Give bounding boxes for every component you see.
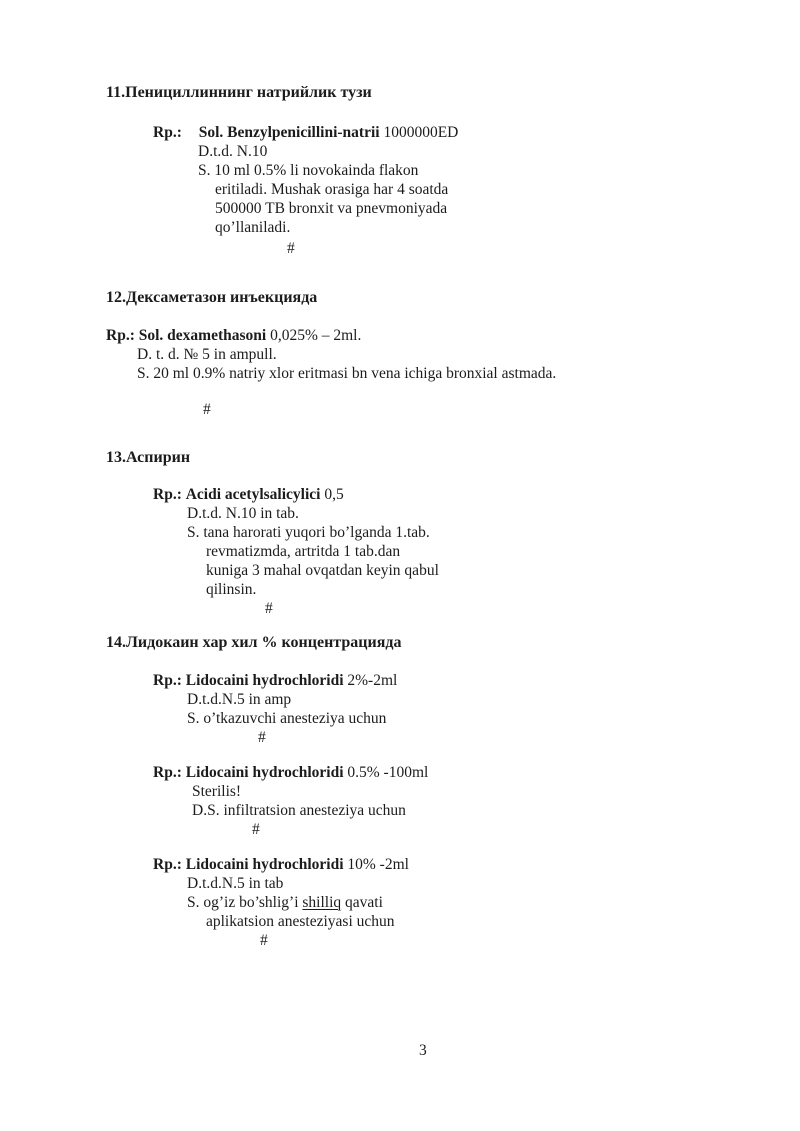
rp-label: Rp.:	[153, 764, 182, 781]
rp-line	[153, 485, 800, 504]
drug-name: Lidocaini hydrochloridi	[185, 764, 344, 781]
prescription-line: D.t.d.N.5 in tab	[187, 875, 284, 892]
prescription-line: D.t.d.N.5 in amp	[187, 691, 292, 708]
prescription-line: D.t.d. N.10 in tab.	[187, 505, 299, 522]
drug-name: Sol. dexamethasoni	[138, 327, 267, 344]
separator-hash: #	[287, 240, 295, 257]
prescription-line: qo’llaniladi.	[215, 219, 291, 236]
rp-label: Rp.:	[106, 327, 135, 344]
page-number: 3	[419, 1042, 427, 1059]
rp-label: Rp.:	[153, 672, 182, 689]
drug-amount: 0,5	[324, 486, 344, 503]
signa-text: S. og’iz bo’shlig’i	[187, 894, 299, 911]
separator-hash: #	[260, 932, 268, 949]
drug-name: Sol. Benzylpenicillini-natrii	[198, 124, 380, 141]
drug-amount: 0,025% – 2ml.	[270, 327, 362, 344]
prescription-line: D.t.d. N.10	[198, 143, 268, 160]
prescription-line: S. tana harorati yuqori bo’lganda 1.tab.	[187, 524, 430, 541]
signa-text: qavati	[345, 894, 383, 911]
drug-name: Lidocaini hydrochloridi	[185, 856, 344, 873]
signa-underlined-word: shilliq	[302, 894, 342, 911]
prescription-line: qilinsin.	[206, 581, 257, 598]
rp-label: Rp.:	[153, 124, 182, 141]
rp-line	[153, 855, 800, 874]
prescription-line: S. 10 ml 0.5% li novokainda flakon	[198, 162, 419, 179]
prescription-line: S. 20 ml 0.9% natriy xlor eritmasi bn vena ichiga bronxial astmada.	[137, 365, 557, 382]
prescription-line: revmatizmda, artritda 1 tab.dan	[206, 543, 401, 560]
drug-amount: 10% -2ml	[347, 856, 409, 873]
section-heading: 13.Аспирин	[106, 449, 191, 466]
prescription-line	[187, 893, 800, 912]
rp-line	[106, 326, 800, 345]
drug-name: Acidi acetylsalicylici	[185, 486, 321, 503]
section-heading: 12.Дексаметазон инъекцияда	[106, 289, 318, 306]
separator-hash: #	[265, 600, 273, 617]
drug-amount: 1000000ED	[383, 124, 459, 141]
drug-amount: 2%-2ml	[347, 672, 398, 689]
rp-label: Rp.:	[153, 856, 182, 873]
rp-line	[153, 671, 800, 690]
rp-label: Rp.:	[153, 486, 182, 503]
prescription-line: 500000 TB bronxit va pnevmoniyada	[215, 200, 448, 217]
prescription-line: D. t. d. № 5 in ampull.	[137, 346, 277, 363]
rp-line	[153, 763, 800, 782]
prescription-line: S. o’tkazuvchi anesteziya uchun	[187, 710, 387, 727]
separator-hash: #	[203, 401, 211, 418]
prescription-line: eritiladi. Mushak orasiga har 4 soatda	[215, 181, 449, 198]
prescription-line: Sterilis!	[192, 783, 242, 800]
drug-amount: 0.5% -100ml	[347, 764, 429, 781]
separator-hash: #	[258, 729, 266, 746]
separator-hash: #	[252, 821, 260, 838]
prescription-line: D.S. infiltratsion anesteziya uchun	[192, 802, 406, 819]
prescription-line: aplikatsion anesteziyasi uchun	[206, 913, 395, 930]
drug-name: Lidocaini hydrochloridi	[185, 672, 344, 689]
section-heading: 11.Пенициллиннинг натрийлик тузи	[106, 84, 372, 101]
rp-line	[153, 123, 800, 142]
prescription-line: kuniga 3 mahal ovqatdan keyin qabul	[206, 562, 439, 579]
section-heading: 14.Лидокаин хар хил % концентрацияда	[106, 634, 402, 651]
